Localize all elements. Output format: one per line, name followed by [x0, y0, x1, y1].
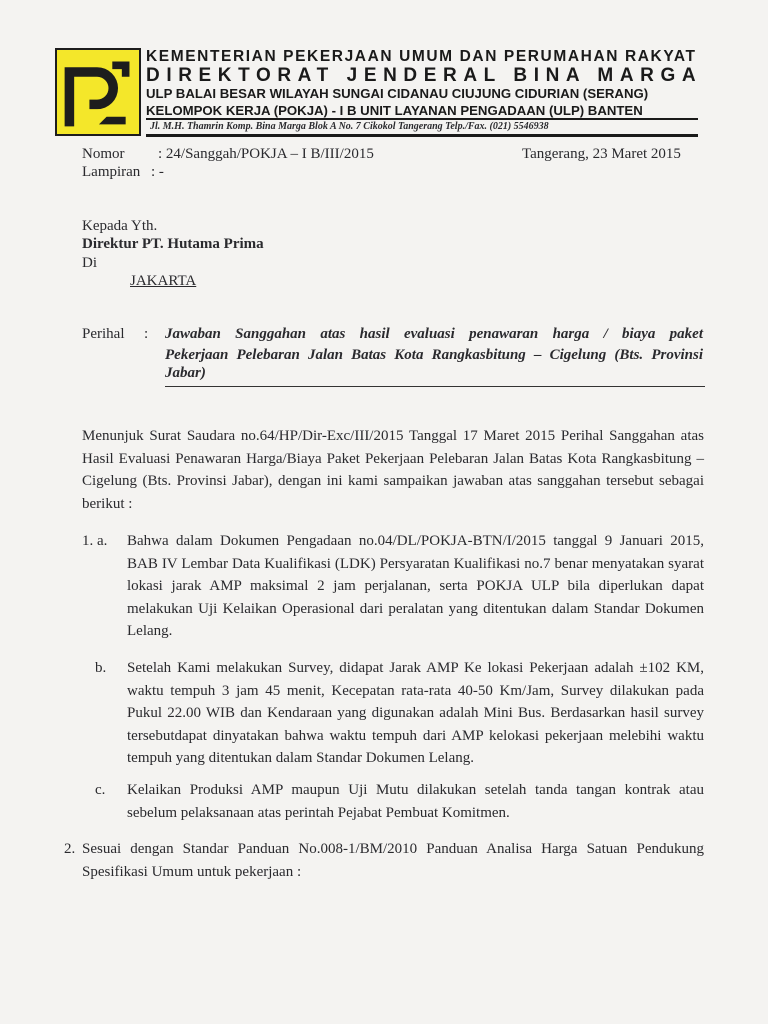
recipient-name: Direktur PT. Hutama Prima: [82, 236, 264, 252]
item-1c-text: Kelaikan Produksi AMP maupun Uji Mutu dilakukan setelah tanda tangan kontrak atau sebelum pelaksanaan atas perintah Pejabat Pembuat Komitmen.: [127, 782, 704, 821]
ulp-name: ULP BALAI BESAR WILAYAH SUNGAI CIDANAU CIUJUNG CIDURIAN (SERANG): [146, 86, 649, 101]
subject-colon: :: [144, 326, 149, 342]
recipient-di: Di: [82, 255, 97, 271]
lampiran-label: Lampiran: [82, 164, 141, 180]
item-1a-text: Bahwa dalam Dokumen Pengadaan no.04/DL/POKJA-BTN/I/2015 tanggal 9 Januari 2015, BAB IV Lembar Data Kualifikasi (LDK) Persyaratan Kualifikasi no.7 benar menyatakan syarat lokasi jarak AMP maksimal 2 jam perjalanan, serta POKJA ULP bila diperlukan dapat melakukan Uji Kelaikan Operasional dari peralatan yang ditentukan dalam Standar Dokumen Lelang.: [127, 533, 704, 639]
letterhead-rule-top: [146, 118, 698, 120]
pokja-name: KELOMPOK KERJA (POKJA) - I B UNIT LAYANAN PENGADAAN (ULP) BANTEN: [146, 103, 643, 118]
lampiran-value: : -: [151, 164, 164, 180]
item-1c-number: c.: [95, 782, 106, 798]
recipient-city: JAKARTA: [130, 273, 197, 289]
item-1a-number: 1. a.: [82, 533, 108, 549]
letterhead-address: Jl. M.H. Thamrin Komp. Bina Marga Blok A No. 7 Cikokol Tangerang Telp./Fax. (021) 5546938: [150, 121, 549, 132]
greeting: Kepada Yth.: [82, 218, 158, 234]
intro-paragraph: Menunjuk Surat Saudara no.64/HP/Dir-Exc/III/2015 Tanggal 17 Maret 2015 Perihal Sanggahan atas Hasil Evaluasi Penawaran Harga/Biaya Paket Pekerjaan Pelebaran Jalan Batas Kota Rangkasbitung – Cigelung (Bts. Provinsi Jabar), dengan ini kami sampaikan jawaban atas sanggahan tersebut sebagai berikut :: [82, 428, 704, 512]
directorate-name: DIREKTORAT JENDERAL BINA MARGA: [146, 65, 703, 86]
item-1b-number: b.: [95, 660, 107, 676]
place-date: Tangerang, 23 Maret 2015: [522, 146, 681, 162]
nomor-label: Nomor: [82, 146, 125, 162]
subject-underline: [165, 386, 705, 387]
subject-line-1: Jawaban Sanggahan atas hasil evaluasi penawaran harga / biaya paket: [165, 326, 703, 342]
item-2-text: Sesuai dengan Standar Panduan No.008-1/BM/2010 Panduan Analisa Harga Satuan Pendukung Spesifikasi Umum untuk pekerjaan :: [82, 841, 704, 880]
subject-line-3: Jabar): [165, 365, 206, 381]
pu-logo-icon: [55, 48, 141, 136]
item-2-number: 2.: [64, 841, 76, 857]
letterhead-rule-bottom: [146, 134, 698, 137]
item-1b-text: Setelah Kami melakukan Survey, didapat Jarak AMP Ke lokasi Pekerjaan adalah ±102 KM, waktu tempuh 3 jam 45 menit, Kecepatan rata-rata 40-50 Km/Jam, Survey dilakukan pada Pukul 22.00 WIB dan Kendaraan yang digunakan adalah Mini Bus. Berdasarkan hasil survey tersebutdapat dinyatakan bahwa waktu tempuh dari AMP kelokasi pekerjaan melebihi waktu tempuh yang ditentukan dalam Standar Dokumen Lelang.: [127, 660, 704, 766]
letterhead: [55, 48, 703, 138]
nomor-value: : 24/Sanggah/POKJA – I B/III/2015: [158, 146, 374, 162]
subject-label: Perihal: [82, 326, 125, 342]
ministry-name: KEMENTERIAN PEKERJAAN UMUM DAN PERUMAHAN RAKYAT: [146, 48, 697, 65]
subject-line-2: Pekerjaan Pelebaran Jalan Batas Kota Rangkasbitung – Cigelung (Bts. Provinsi: [165, 347, 703, 363]
